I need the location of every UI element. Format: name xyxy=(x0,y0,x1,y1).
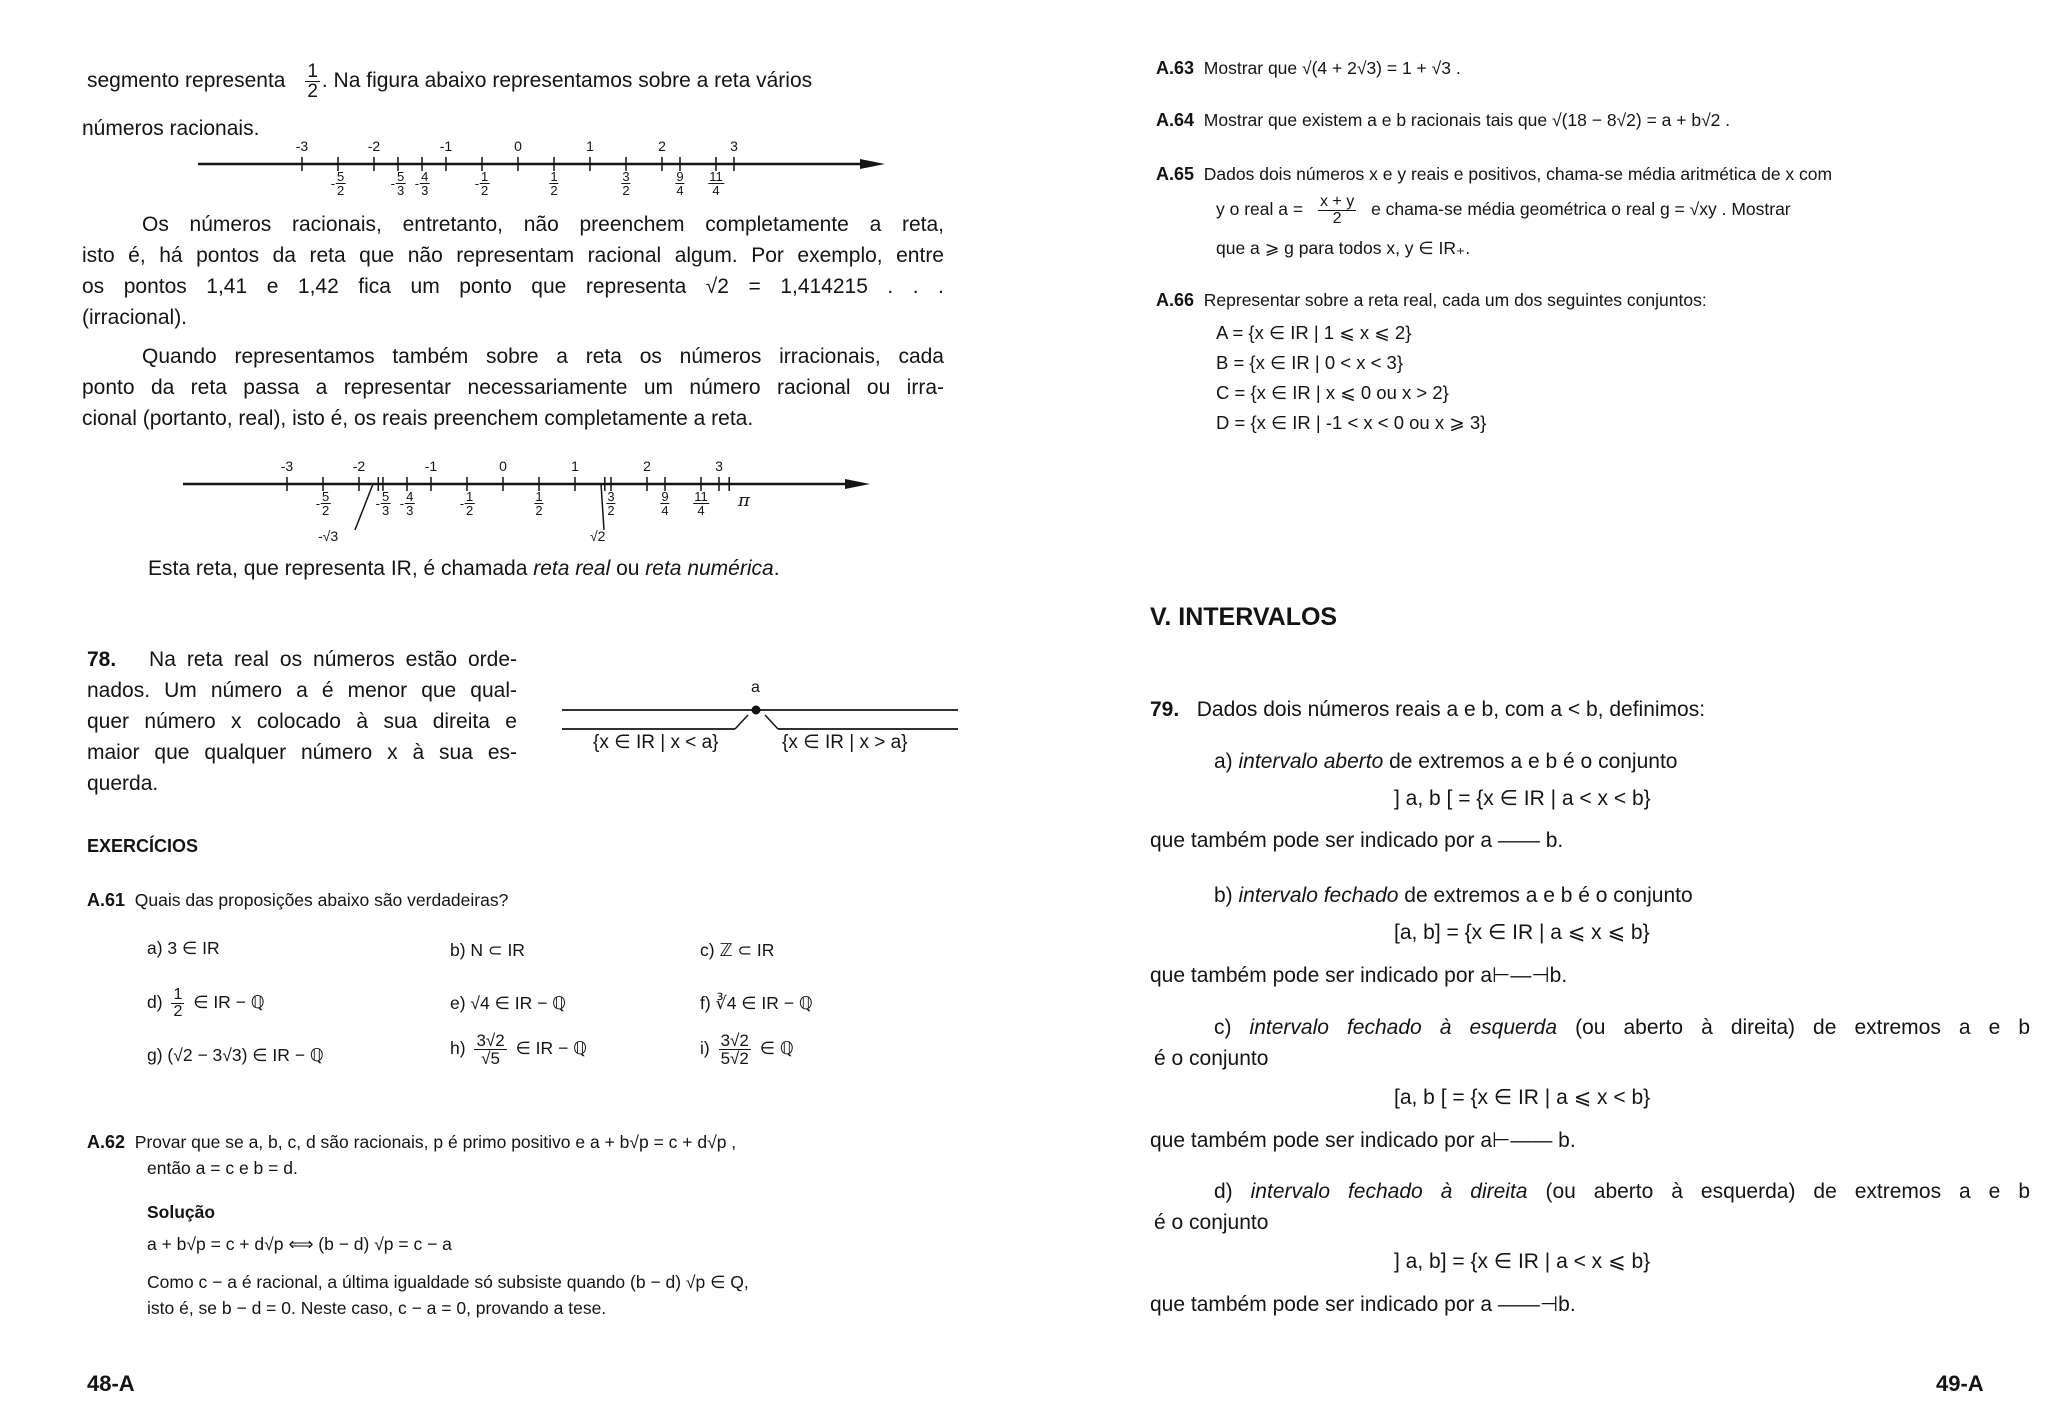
fraction-tick-label: - 5 3 xyxy=(390,169,405,198)
right-set-label: {x ∈ IR | x > a} xyxy=(782,732,908,753)
fraction-tick-label: - 5 2 xyxy=(330,169,345,198)
integer-tick-label: -2 xyxy=(352,458,366,474)
integer-tick-label: -3 xyxy=(295,138,309,154)
interval-b-definition: b) intervalo fechado de extremos a e b é o conjunto xyxy=(1214,884,1693,907)
a61-item-e: e) √4 ∈ IR − ℚ xyxy=(450,993,566,1013)
intro-text-b: . Na figura abaixo representamos sobre a reta vários xyxy=(321,69,813,93)
fraction-tick-label: - 5 3 xyxy=(375,489,390,518)
fraction-tick-label: - 4 3 xyxy=(399,489,414,518)
section-78: 78. Na reta real os números estão orde- nados. Um número a é menor que qual- quer número x colocado à sua direita e maior que qualquer número x à sua es- querda. xyxy=(87,648,517,795)
a61-item-h: h) $\frac{3√2}{√5}$ ∈ IR − ℚ xyxy=(450,1031,587,1068)
real-line-sentence: Esta reta, que representa IR, é chamada reta real ou reta numérica. xyxy=(148,557,780,580)
exercise-a65: A.65 Dados dois números x e y reais e positivos, chama-se média aritmética de x com xyxy=(1156,164,1833,184)
paragraph-reals-fill: Quando representamos também sobre a reta os números irracionais, cada ponto da reta passa a representar necessariamente um número racional ou irra- cional (portanto, real), isto é, os reais preenchem completamente a reta. xyxy=(82,345,944,430)
intro-line xyxy=(87,62,812,101)
interval-c-notation: que também pode ser indicado por a⊢—— b. xyxy=(1150,1129,1576,1152)
integer-tick-label: 1 xyxy=(586,138,594,154)
number-line-rationals xyxy=(0,136,1024,206)
section-79-intro: 79. Dados dois números reais a e b, com a < b, definimos: xyxy=(1150,698,1706,721)
fraction-tick-label: 1 2 xyxy=(550,169,558,198)
integer-tick-label: 3 xyxy=(715,458,723,474)
section-78-number: 78. xyxy=(87,648,117,671)
fraction-tick-label: 9 4 xyxy=(661,489,669,518)
interval-b-formula: [a, b] = {x ∈ IR | a ⩽ x ⩽ b} xyxy=(1394,921,1650,944)
interval-c-definition: c) intervalo fechado à esquerda (ou aberto à direita) de extremos a e b xyxy=(1214,1016,2031,1039)
interval-d-formula: ] a, b] = {x ∈ IR | a < x ⩽ b} xyxy=(1394,1250,1651,1273)
exercise-a63: A.63 Mostrar que √(4 + 2√3) = 1 + √3 . xyxy=(1156,58,1461,78)
exercise-a61-label: A.61 xyxy=(87,890,126,910)
a65-line3: que a ⩾ g para todos x, y ∈ IR₊. xyxy=(1216,238,1471,258)
exercises-heading: EXERCÍCIOS xyxy=(87,836,199,856)
section-title-intervalos: V. INTERVALOS xyxy=(1150,603,1338,631)
a66-set-a: A = {x ∈ IR | 1 ⩽ x ⩽ 2} xyxy=(1216,322,1412,343)
page-number-right: 49-A xyxy=(1936,1371,1984,1396)
sqrt2-label: √2 xyxy=(590,528,606,544)
integer-tick-label: 3 xyxy=(730,138,738,154)
integer-tick-label: -1 xyxy=(439,138,453,154)
interval-a-formula: ] a, b [ = {x ∈ IR | a < x < b} xyxy=(1394,787,1651,810)
fraction-tick-label: - 5 2 xyxy=(315,489,330,518)
exercise-a61: A.61 Quais das proposições abaixo são verdadeiras? xyxy=(87,890,509,910)
integer-tick-label: 2 xyxy=(643,458,651,474)
a61-item-b: b) N ⊂ IR xyxy=(450,940,525,960)
integer-tick-label: 0 xyxy=(514,138,522,154)
a61-item-a: a) 3 ∈ IR xyxy=(147,938,220,958)
exercise-a64-label: A.64 xyxy=(1156,110,1195,130)
fraction-tick-label: 3 2 xyxy=(607,489,615,518)
fraction-tick-label: 9 4 xyxy=(676,169,684,198)
a61-item-i: i) $\frac{3√2}{5√2}$ ∈ ℚ xyxy=(700,1031,794,1068)
exercise-a62-label: A.62 xyxy=(87,1132,126,1152)
number-line-reals xyxy=(0,452,1024,552)
integer-tick-label: -3 xyxy=(280,458,294,474)
fraction-tick-label: 3 2 xyxy=(622,169,630,198)
paragraph-rationals-gaps: Os números racionais, entretanto, não preenchem completamente a reta, isto é, há pontos da reta que não representam racional algum. Por exemplo, entre os pontos 1,41 e 1,42 fica um ponto que representa √2 = 1,414215 . . . (irracional). xyxy=(82,213,944,329)
a61-item-g: g) (√2 − 3√3) ∈ IR − ℚ xyxy=(147,1045,324,1065)
page-number-left: 48-A xyxy=(87,1371,135,1396)
intro-line2: números racionais. xyxy=(82,117,260,140)
intro-text-a: segmento representa xyxy=(87,69,286,93)
fraction-tick-label: 11 4 xyxy=(709,169,723,198)
right-page xyxy=(1024,0,2048,1427)
exercise-a64: A.64 Mostrar que existem a e b racionais tais que √(18 − 8√2) = a + b√2 . xyxy=(1156,110,1731,130)
number-line-2-svg xyxy=(0,452,1024,552)
a66-set-c: C = {x ∈ IR | x ⩽ 0 ou x > 2} xyxy=(1216,382,1449,403)
interval-d-line2: é o conjunto xyxy=(1154,1211,1269,1234)
a61-item-f: f) ∛4 ∈ IR − ℚ xyxy=(700,993,813,1013)
point-a-label: a xyxy=(751,679,760,696)
fraction-tick-label: - 1 2 xyxy=(474,169,489,198)
integer-tick-label: 0 xyxy=(499,458,507,474)
neg-sqrt3-pointer xyxy=(355,484,373,530)
interval-a-notation: que também pode ser indicado por a —— b. xyxy=(1150,829,1564,852)
a61-item-d: d) $\frac{1}{2}$ ∈ IR − ℚ xyxy=(147,986,265,1020)
intro-fraction: $\frac{1}{2}$ xyxy=(307,61,318,102)
number-line-1-arrow xyxy=(860,159,885,169)
interval-d-notation: que também pode ser indicado por a ——⊣b. xyxy=(1150,1293,1576,1316)
point-a-dot xyxy=(752,706,761,715)
fraction-tick-label: 1 2 xyxy=(535,489,543,518)
a62-solution-line3: isto é, se b − d = 0. Neste caso, c − a = 0, provando a tese. xyxy=(147,1298,607,1318)
sqrt2-pointer xyxy=(601,484,604,530)
a62-solution-line2: Como c − a é racional, a última igualdade só subsiste quando (b − d) √p ∈ Q, xyxy=(147,1272,749,1292)
number-line-2-arrow xyxy=(845,479,870,489)
a66-set-b: B = {x ∈ IR | 0 < x < 3} xyxy=(1216,352,1404,373)
a66-set-d: D = {x ∈ IR | -1 < x < 0 ou x ⩾ 3} xyxy=(1216,412,1487,433)
integer-tick-label: -1 xyxy=(424,458,438,474)
interval-c-formula: [a, b [ = {x ∈ IR | a ⩽ x < b} xyxy=(1394,1086,1651,1109)
fraction-tick-label: - 1 2 xyxy=(459,489,474,518)
integer-tick-label: -2 xyxy=(367,138,381,154)
interval-c-line2: é o conjunto xyxy=(1154,1047,1269,1070)
interval-b-notation: que também pode ser indicado por a⊢—⊣b. xyxy=(1150,964,1568,987)
integer-tick-label: 2 xyxy=(658,138,666,154)
exercise-a66: A.66 Representar sobre a reta real, cada um dos seguintes conjuntos: xyxy=(1156,290,1707,310)
exercise-a66-label: A.66 xyxy=(1156,290,1195,310)
exercise-a65-label: A.65 xyxy=(1156,164,1195,184)
a65-line2: y o real a = $\frac{x + y}{2}$ e chama-se média geométrica o real g = √xy . Mostrar xyxy=(1216,193,1791,227)
a62-line2: então a = c e b = d. xyxy=(147,1158,298,1178)
fraction-tick-label: 11 4 xyxy=(694,489,708,518)
section-79-number: 79. xyxy=(1150,698,1180,721)
order-diagram-left-slash xyxy=(735,715,748,729)
left-set-label: {x ∈ IR | x < a} xyxy=(593,732,719,753)
exercise-a62: A.62 Provar que se a, b, c, d são racionais, p é primo positivo e a + b√p = c + d√p , xyxy=(87,1132,737,1152)
a61-item-c: c) ℤ ⊂ IR xyxy=(700,940,775,960)
neg-sqrt3-label: -√3 xyxy=(318,528,339,544)
exercise-a63-label: A.63 xyxy=(1156,58,1195,78)
fraction-tick-label: - 4 3 xyxy=(414,169,429,198)
a62-solution-line1: a + b√p = c + d√p ⟺ (b − d) √p = c − a xyxy=(147,1234,452,1254)
order-diagram xyxy=(560,675,960,765)
number-line-1-svg xyxy=(0,136,1024,206)
interval-a-definition: a) intervalo aberto de extremos a e b é o conjunto xyxy=(1214,750,1678,773)
integer-tick-label: 1 xyxy=(571,458,579,474)
a62-solution-title: Solução xyxy=(147,1202,216,1222)
interval-d-definition: d) intervalo fechado à direita (ou aberto à esquerda) de extremos a e b xyxy=(1214,1180,2030,1203)
order-diagram-right-slash xyxy=(765,715,778,729)
pi-label: π xyxy=(738,490,750,511)
